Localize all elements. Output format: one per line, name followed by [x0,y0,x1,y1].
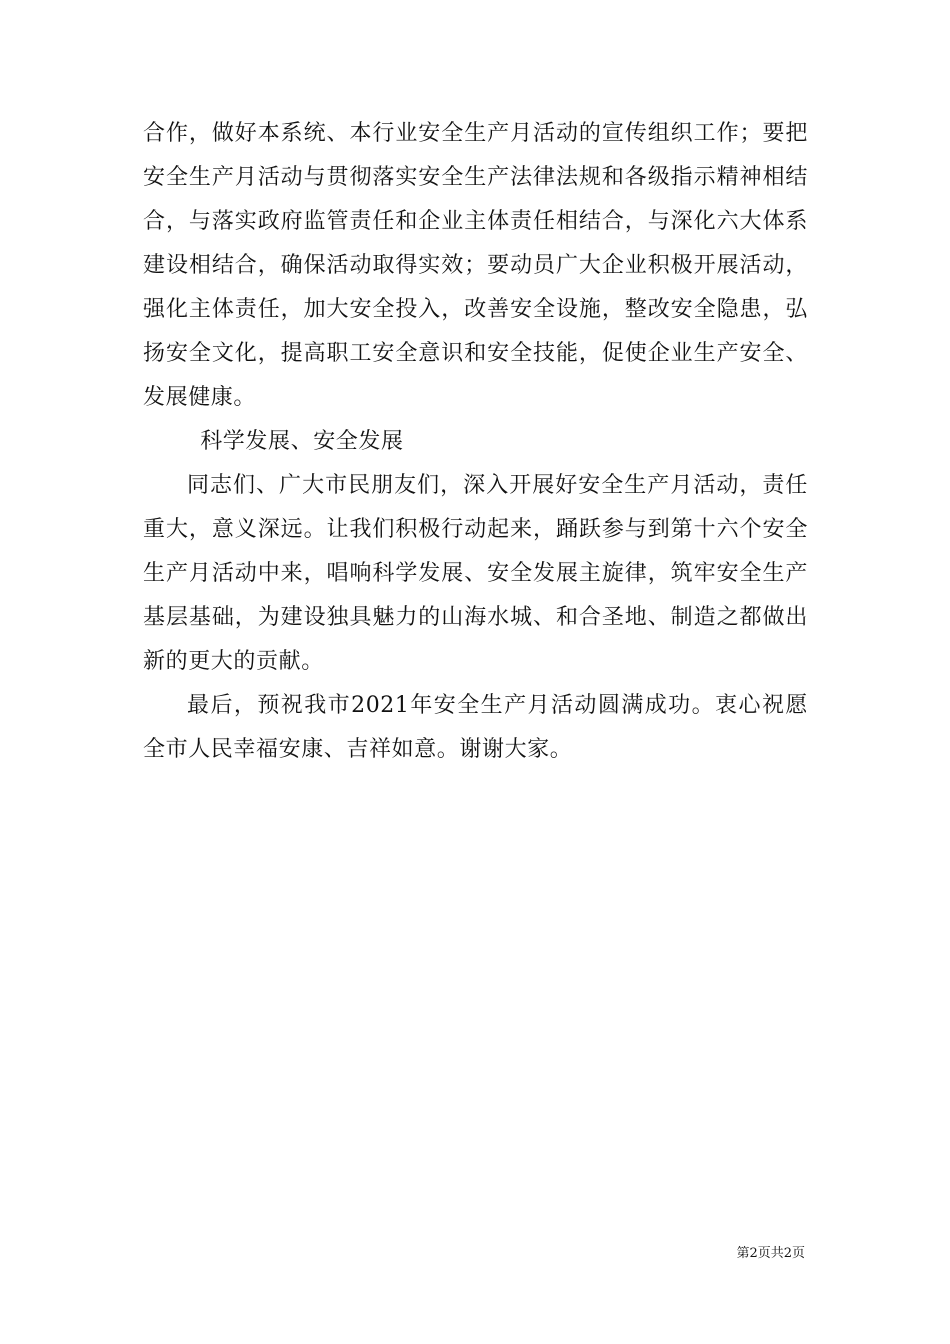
paragraph-closing-appeal: 同志们、广大市民朋友们，深入开展好安全生产月活动，责任重大，意义深远。让我们积极行动起来，踊跃参与到第十六个安全生产月活动中来，唱响科学发展、安全发展主旋律，筑牢安全生产基层基础，为建设独具魅力的山海水城、和合圣地、制造之都做出新的更大的贡献。 [143,473,808,674]
section-heading: 科学发展、安全发展 [200,429,404,454]
paragraph-continuation: 合作，做好本系统、本行业安全生产月活动的宣传组织工作；要把安全生产月活动与贯彻落实安全生产法律法规和各级指示精神相结合，与落实政府监管责任和企业主体责任相结合，与深化六大体系建设相结合，确保活动取得实效；要动员广大企业积极开展活动，强化主体责任，加大安全投入，改善安全设施，整改安全隐患，弘扬安全文化，提高职工安全意识和安全技能，促使企业生产安全、发展健康。 [143,121,808,410]
paragraph-final-wishes: 最后，预祝我市2021年安全生产月活动圆满成功。衷心祝愿全市人民幸福安康、吉祥如意。谢谢大家。 [143,693,808,762]
page-number-footer: 第2页共2页 [736,1246,805,1261]
document-body [143,112,808,772]
